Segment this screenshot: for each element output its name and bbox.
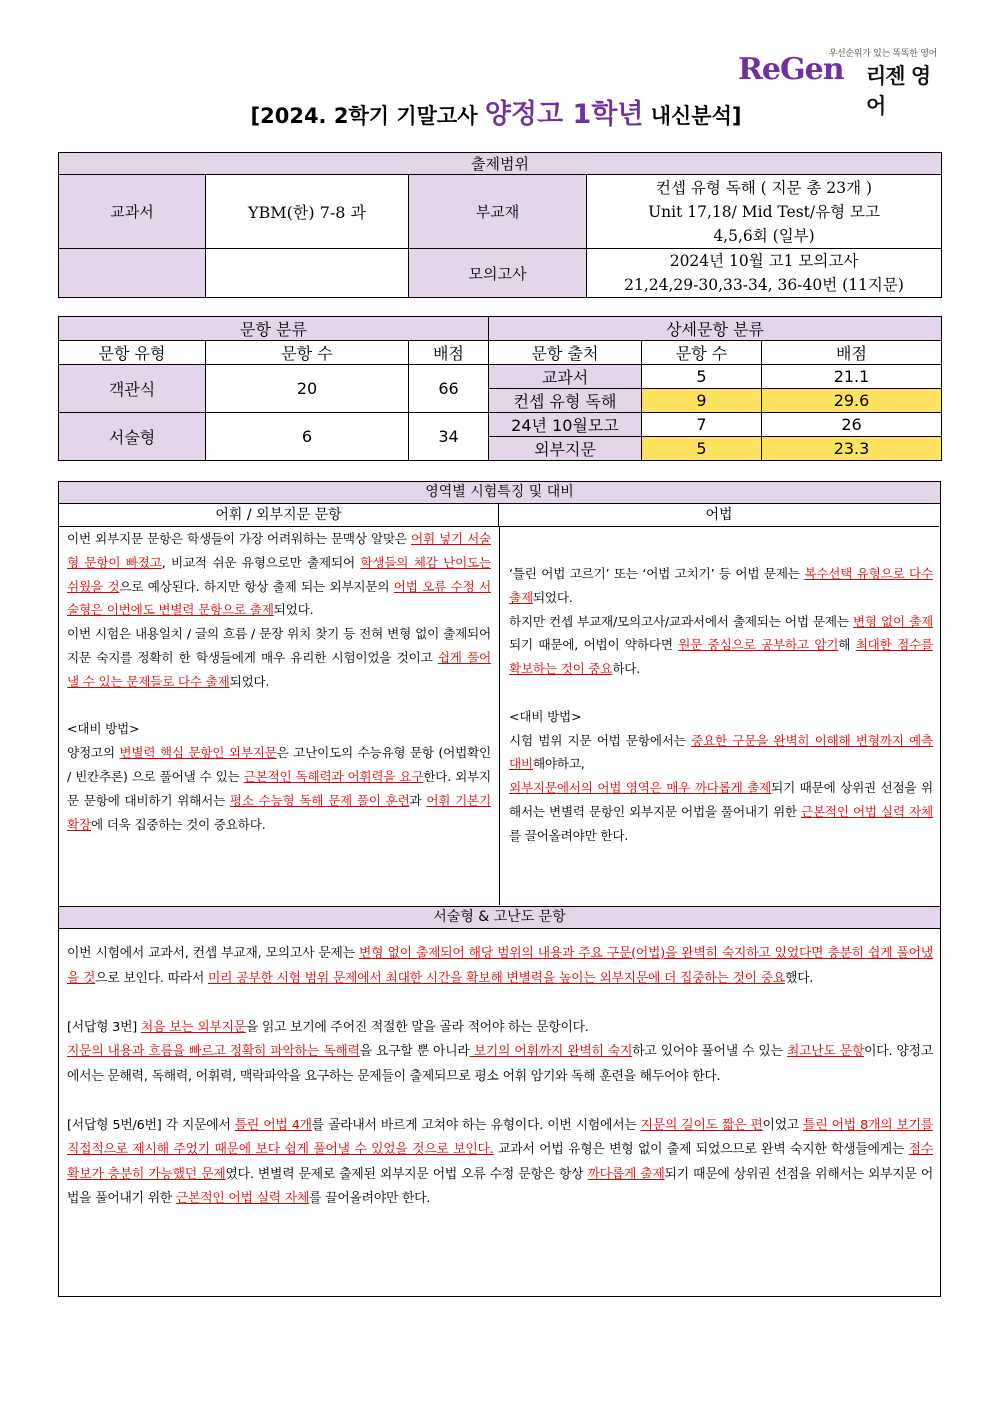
vocab-header: 어휘 / 외부지문 문항 <box>59 504 499 527</box>
sub-label: 부교재 <box>409 175 587 249</box>
type-objective: 객관식 <box>59 365 206 413</box>
external-count: 5 <box>642 437 762 461</box>
type-essay: 서술형 <box>59 413 206 461</box>
essay-header: 서술형 & 고난도 문항 <box>59 906 940 929</box>
col-count: 문항 수 <box>206 341 409 365</box>
source-external: 외부지문 <box>489 437 642 461</box>
essay-count: 6 <box>206 413 409 461</box>
textbook-score: 21.1 <box>762 365 942 389</box>
features-section <box>58 481 941 907</box>
col-source: 문항 출처 <box>489 341 642 365</box>
features-header: 영역별 시험특징 및 대비 <box>59 482 940 504</box>
col-score2: 배점 <box>762 341 942 365</box>
column-divider <box>499 527 500 905</box>
grammar-text: ‘틀린 어법 고르기’ 또는 ‘어법 고치기’ 등 어법 문제는 복수선택 유형으로 다수 출제되었다. 하지만 컨셉 부교재/모의고사/교과서에서 출제되는 어법 문제는 변형 없이 출제되기 때문에, 어법이 약하다면 원문 중심으로 공부하고 암기해 최대한 점수를 확보하는 것이 중요하다. <대비 방법> 시험 범위 지문 어법 문항에서는 중요한 구문을 완벽히 이해해 변형까지 예측 대비해야하고, 외부지문에서의 어법 영역은 매우 까다롭게 출제되기 때문에 상위권 선점을 위해서는 변별력 문항인 외부지문 어법을 풀어내기 위한 근본적인 어법 실력 자체를 끌어올려야만 한다. <box>509 566 933 843</box>
textbook-count: 5 <box>642 365 762 389</box>
col-score: 배점 <box>409 341 489 365</box>
essay-section <box>58 906 941 1297</box>
empty-cell <box>59 249 206 298</box>
logo-korean: 리젠 영어 <box>866 64 931 118</box>
source-mock: 24년 10월모고 <box>489 413 642 437</box>
page-title: [2024. 2학기 기말고사 양정고 1학년 내신분석] <box>250 99 742 130</box>
textbook-label: 교과서 <box>59 175 206 249</box>
grammar-header: 어법 <box>499 504 939 527</box>
mock-value: 2024년 10월 고1 모의고사 21,24,29-30,33-34, 36-40번 (11지문) <box>587 249 942 298</box>
school-grade: 양정고 1학년 <box>484 99 644 130</box>
textbook-value: YBM(한) 7-8 과 <box>206 175 409 249</box>
mock-label: 모의고사 <box>409 249 587 298</box>
essay-text: 이번 시험에서 교과서, 컨셉 부교재, 모의고사 문제는 변형 없이 출제되어 해당 범위의 내용과 주요 구문(어법)을 완벽히 숙지하고 있었다면 충분히 쉽게 풀어냈을 것으로 보인다. 따라서 미리 공부한 시험 범위 문제에서 최대한 시간을 확보해 변별력을 높이는 외부지문에 더 집중하는 것이 중요했다. [서답형 3번] 처음 보는 외부지문을 읽고 보기에 주어진 적절한 말을 골라 적어야 하는 문항이다. 지문의 내용과 흐름을 빠르고 정확히 파악하는 독해력을 요구할 뿐 아니라 보기의 어휘까지 완벽히 숙지하고 있어야 풀어낼 수 있는 최고난도 문항이다. 양정고에서는 문해력, 독해력, 어휘력, 맥락파악을 요구하는 문제들이 출제되므로 평소 어휘 암기와 독해 훈련을 해두어야 한다. [서답형 5번/6번] 각 지문에서 틀린 어법 4개를 골라내서 바르게 고쳐야 하는 유형이다. 이번 시험에서는 지문의 길이도 짧은 편이었고 틀린 어법 8개의 보기를 직접적으로 제시해 주었기 때문에 보다 쉽게 풀어낼 수 있었을 것으로 보인다. 교과서 어법 유형은 변형 없이 출제 되었으므로 완벽 숙지한 학생들에게는 점수 확보가 충분히 가능했던 문제였다. 변별력 문제로 출제된 외부지문 어법 오류 수정 문항은 항상 까다롭게 출제되기 때문에 상위권 선점을 위해서는 외부지문 어법을 풀어내기 위한 근본적인 어법 실력 자체를 끌어올려야만 한다. <box>67 946 934 1206</box>
vocab-text: 이번 외부지문 문항은 학생들이 가장 어려워하는 문맥상 알맞은 어휘 넣기 서술형 문항이 빠졌고, 비교적 쉬운 유형으로만 출제되어 학생들의 체감 난이도는 쉬웠을 것으로 예상된다. 하지만 항상 출제 되는 외부지문의 어법 오류 수정 서술형은 이번에도 변별력 문항으로 출제되었다. 이번 시험은 내용일치 / 글의 흐름 / 문장 위치 찾기 등 전혀 변형 없이 출제되어 지문 숙지를 정확히 한 학생들에게 매우 유리한 시험이었을 것이고 쉽게 풀어 낼 수 있는 문제들로 다수 출제되었다. <대비 방법> 양정고의 변별력 핵심 문항인 외부지문은 고난이도의 수능유형 문항 (어법확인 / 빈칸추론) 으로 풀어낼 수 있는 근본적인 독해력과 어휘력을 요구한다. 외부지문 문항에 대비하기 위해서는 평소 수능형 독해 문제 풀이 훈련과 어휘 기본기 확장에 더욱 집중하는 것이 중요하다. <box>67 531 492 832</box>
mock-score: 26 <box>762 413 942 437</box>
classification-table <box>58 316 942 461</box>
sub-value: 컨셉 유형 독해 ( 지문 총 23개 ) Unit 17,18/ Mid Test/유형 모고 4,5,6회 (일부) <box>587 175 942 249</box>
classification-header: 문항 분류 <box>59 317 489 341</box>
external-score: 23.3 <box>762 437 942 461</box>
concept-score: 29.6 <box>762 389 942 413</box>
objective-score: 66 <box>409 365 489 413</box>
source-concept: 컨셉 유형 독해 <box>489 389 642 413</box>
source-textbook: 교과서 <box>489 365 642 389</box>
detail-header: 상세문항 분류 <box>489 317 942 341</box>
objective-count: 20 <box>206 365 409 413</box>
scope-table <box>58 152 942 298</box>
empty-cell <box>206 249 409 298</box>
col-type: 문항 유형 <box>59 341 206 365</box>
logo-brand: ReGen <box>738 52 844 87</box>
regen-logo <box>738 46 943 118</box>
col-count2: 문항 수 <box>642 341 762 365</box>
concept-count: 9 <box>642 389 762 413</box>
essay-score: 34 <box>409 413 489 461</box>
logo-tagline: 우선순위가 있는 똑똑한 영어 <box>828 49 937 59</box>
scope-header: 출제범위 <box>59 153 942 175</box>
mock-count: 7 <box>642 413 762 437</box>
